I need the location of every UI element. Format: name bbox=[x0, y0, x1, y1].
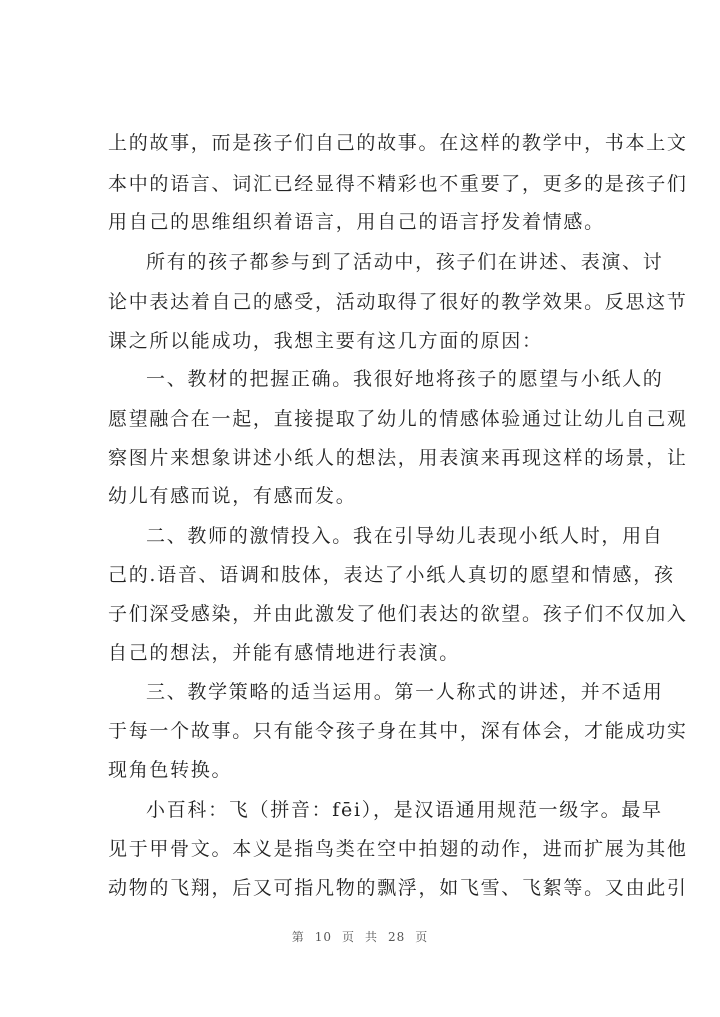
paragraph-first-line: 三、教学策略的适当运用。第一人称式的讲述，并不适用 bbox=[146, 681, 664, 703]
text-line: 上的故事，而是孩子们自己的故事。在这样的教学中，书本上文 bbox=[108, 132, 688, 154]
paragraph-first-line: 小百科：飞（拼音：fēi），是汉语通用规范一级字。最早 bbox=[146, 799, 663, 821]
page-unit: 页 bbox=[341, 930, 355, 944]
text-line: 察图片来想象讲述小纸人的想法，用表演来再现这样的场景，让 bbox=[108, 447, 688, 469]
page-number: 10 bbox=[314, 930, 332, 944]
text-line: 论中表达着自己的感受，活动取得了很好的教学效果。反思这节 bbox=[108, 291, 688, 313]
total-label: 共 bbox=[365, 930, 379, 944]
text-line: 于每一个故事。只有能令孩子身在其中，深有体会，才能成功实 bbox=[108, 720, 688, 742]
text-line: 己的.语音、语调和肢体，表达了小纸人真切的愿望和情感，孩 bbox=[108, 564, 675, 586]
text-line: 见于甲骨文。本义是指鸟类在空中拍翅的动作，进而扩展为其他 bbox=[108, 838, 688, 860]
total-pages: 28 bbox=[388, 930, 406, 944]
text-line: 课之所以能成功，我想主要有这几方面的原因： bbox=[108, 330, 543, 352]
text-line: 愿望融合在一起，直接提取了幼儿的情感体验通过让幼儿自己观 bbox=[108, 408, 688, 430]
paragraph-first-line: 二、教师的激情投入。我在引导幼儿表现小纸人时，用自 bbox=[146, 525, 664, 547]
text-line: 用自己的思维组织着语言，用自己的语言抒发着情感。 bbox=[108, 211, 605, 233]
text-line: 动物的飞翔，后又可指凡物的飘浮，如飞雪、飞絮等。又由此引 bbox=[108, 877, 688, 899]
paragraph-first-line: 所有的孩子都参与到了活动中，孩子们在讲述、表演、讨 bbox=[146, 251, 664, 273]
total-unit: 页 bbox=[415, 930, 429, 944]
page-label: 第 bbox=[291, 930, 305, 944]
page-footer bbox=[0, 928, 720, 945]
text-line: 现角色转换。 bbox=[108, 759, 233, 781]
text-line: 子们深受感染，并由此激发了他们表达的欲望。孩子们不仅加入 bbox=[108, 603, 688, 625]
text-line: 幼儿有感而说，有感而发。 bbox=[108, 485, 357, 507]
text-line: 本中的语言、词汇已经显得不精彩也不重要了，更多的是孩子们 bbox=[108, 173, 688, 195]
paragraph-first-line: 一、教材的把握正确。我很好地将孩子的愿望与小纸人的 bbox=[146, 368, 664, 390]
text-line: 自己的想法，并能有感情地进行表演。 bbox=[108, 642, 460, 664]
